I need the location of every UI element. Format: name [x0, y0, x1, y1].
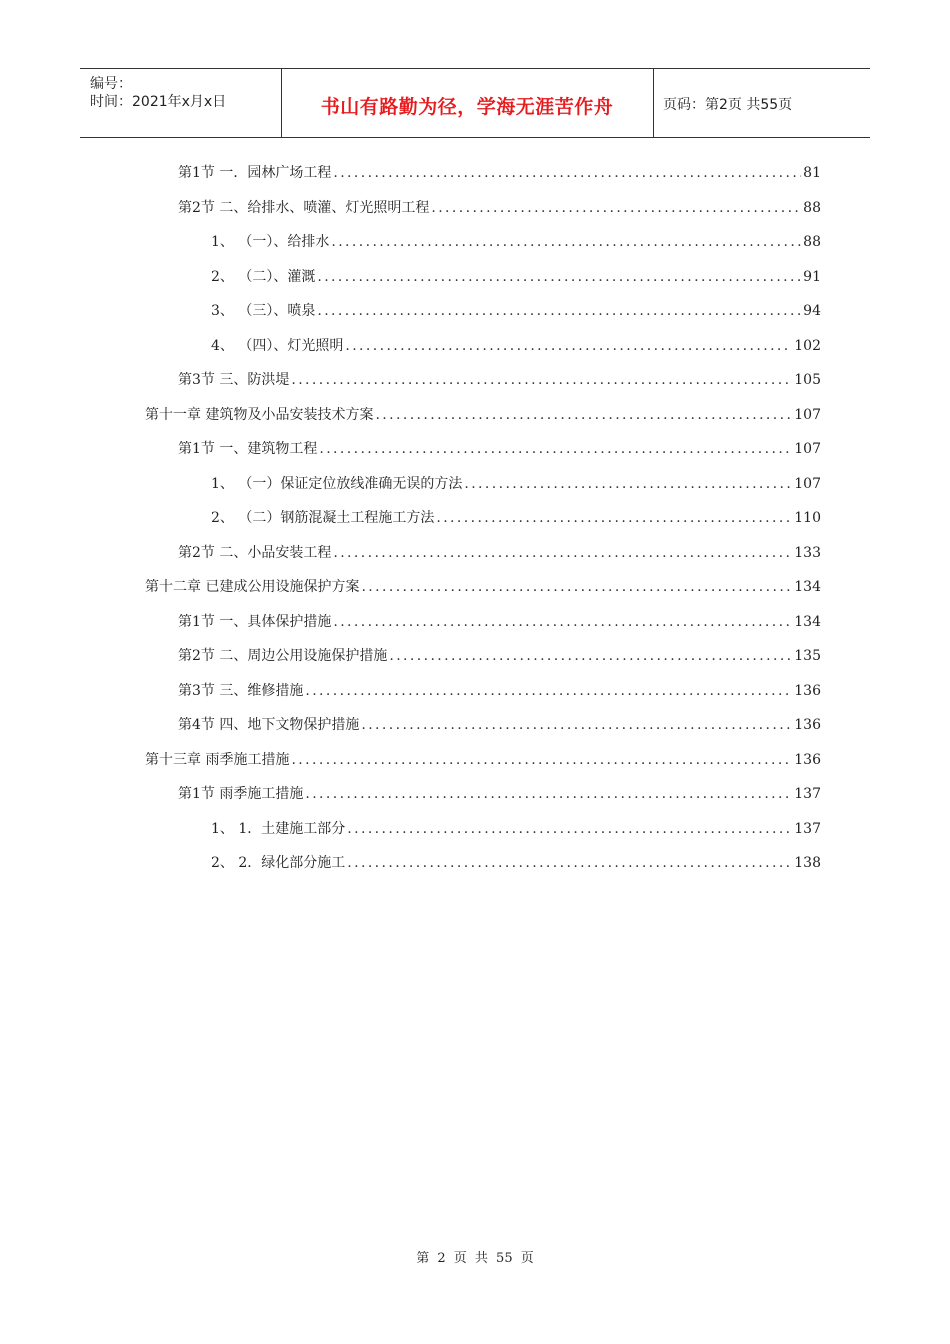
toc-entry-label: 第4节 四、地下文物保护措施: [178, 717, 360, 733]
toc-entry-label: 第2节 二、给排水、喷灌、灯光照明工程: [178, 200, 430, 216]
toc-entry-page: 137: [794, 786, 821, 802]
toc-subsection-entry[interactable]: [211, 300, 821, 320]
toc-leader-dots: [291, 372, 792, 388]
toc-entry-page: 107: [794, 476, 821, 492]
toc-entry-page: 135: [794, 648, 821, 664]
header-motto: 书山有路勤为径，学海无涯苦作舟: [320, 96, 614, 118]
toc-entry-page: 81: [803, 165, 821, 181]
toc-section-entry[interactable]: [178, 680, 821, 700]
toc-entry-page: 136: [794, 683, 821, 699]
toc-entry-label: 1、 （一）保证定位放线准确无误的方法: [211, 476, 463, 492]
toc-leader-dots: [305, 683, 792, 699]
toc-chapter-entry[interactable]: [145, 576, 821, 596]
toc-section-entry[interactable]: [178, 369, 821, 389]
toc-entry-page: 102: [794, 338, 821, 354]
toc-leader-dots: [291, 752, 792, 768]
toc-entry-page: 88: [803, 234, 821, 250]
toc-leader-dots: [317, 303, 801, 319]
toc-chapter-entry[interactable]: [145, 749, 821, 769]
toc-leader-dots: [361, 579, 792, 595]
toc-entry-page: 105: [794, 372, 821, 388]
toc-subsection-entry[interactable]: [211, 335, 821, 355]
toc-subsection-entry[interactable]: [211, 852, 821, 872]
toc-entry-label: 第3节 三、维修措施: [178, 683, 304, 699]
toc-entry-page: 136: [794, 717, 821, 733]
toc-entry-label: 1、 （一）、给排水: [211, 234, 330, 250]
toc-entry-label: 第1节 一、具体保护措施: [178, 614, 332, 630]
toc-entry-label: 第2节 二、周边公用设施保护措施: [178, 648, 388, 664]
toc-entry-label: 第1节 一．园林广场工程: [178, 165, 332, 181]
page-header: [80, 68, 870, 138]
toc-entry-label: 3、 （三）、喷泉: [211, 303, 316, 319]
toc-entry-page: 134: [794, 614, 821, 630]
document-date: 时间：2021年x月x日: [90, 94, 227, 110]
toc-entry-page: 88: [803, 200, 821, 216]
toc-leader-dots: [431, 200, 801, 216]
toc-section-entry[interactable]: [178, 611, 821, 631]
page-footer: 第 2 页 共 55 页: [416, 1251, 534, 1266]
toc-leader-dots: [436, 510, 792, 526]
toc-section-entry[interactable]: [178, 542, 821, 562]
toc-subsection-entry[interactable]: [211, 473, 821, 493]
toc-leader-dots: [333, 614, 792, 630]
toc-section-entry[interactable]: [178, 438, 821, 458]
toc-entry-page: 138: [794, 855, 821, 871]
toc-entry-page: 133: [794, 545, 821, 561]
toc-entry-page: 91: [803, 269, 821, 285]
toc-leader-dots: [361, 717, 792, 733]
toc-entry-label: 第1节 雨季施工措施: [178, 786, 304, 802]
header-motto-cell: [281, 69, 654, 137]
toc-leader-dots: [319, 441, 792, 457]
toc-leader-dots: [333, 545, 792, 561]
toc-entry-page: 136: [794, 752, 821, 768]
header-info-cell: [80, 69, 282, 137]
header-page-number: 页码：第2页 共55页: [663, 97, 793, 113]
toc-leader-dots: [347, 821, 792, 837]
toc-leader-dots: [347, 855, 792, 871]
toc-entry-label: 2、 （二）、灌溉: [211, 269, 316, 285]
toc-entry-label: 第3节 三、防洪堤: [178, 372, 290, 388]
toc-entry-label: 1、 1．土建施工部分: [211, 821, 346, 837]
toc-leader-dots: [317, 269, 801, 285]
toc-leader-dots: [464, 476, 792, 492]
toc-entry-label: 2、 （二）钢筋混凝土工程施工方法: [211, 510, 435, 526]
toc-entry-label: 第十三章 雨季施工措施: [145, 752, 290, 768]
toc-entry-label: 第十一章 建筑物及小品安装技术方案: [145, 407, 374, 423]
toc-leader-dots: [333, 165, 801, 181]
toc-section-entry[interactable]: [178, 197, 821, 217]
toc-chapter-entry[interactable]: [145, 404, 821, 424]
toc-entry-label: 第2节 二、小品安装工程: [178, 545, 332, 561]
toc-entry-page: 94: [803, 303, 821, 319]
toc-section-entry[interactable]: [178, 645, 821, 665]
toc-entry-page: 107: [794, 407, 821, 423]
toc-section-entry[interactable]: [178, 714, 821, 734]
toc-subsection-entry[interactable]: [211, 507, 821, 527]
toc-entry-page: 110: [794, 510, 821, 526]
document-code: 编号：: [90, 76, 132, 92]
toc-leader-dots: [389, 648, 792, 664]
toc-subsection-entry[interactable]: [211, 266, 821, 286]
toc-subsection-entry[interactable]: [211, 231, 821, 251]
toc-entry-label: 第十二章 已建成公用设施保护方案: [145, 579, 360, 595]
toc-leader-dots: [305, 786, 792, 802]
toc-subsection-entry[interactable]: [211, 818, 821, 838]
toc-entry-page: 134: [794, 579, 821, 595]
toc-section-entry[interactable]: [178, 162, 821, 182]
toc-leader-dots: [375, 407, 792, 423]
toc-leader-dots: [345, 338, 792, 354]
toc-entry-label: 第1节 一、建筑物工程: [178, 441, 318, 457]
toc-entry-page: 107: [794, 441, 821, 457]
toc-entry-page: 137: [794, 821, 821, 837]
toc-section-entry[interactable]: [178, 783, 821, 803]
toc-entry-label: 2、 2．绿化部分施工: [211, 855, 346, 871]
toc-entry-label: 4、 （四）、灯光照明: [211, 338, 344, 354]
header-page-cell: [653, 69, 870, 137]
toc-leader-dots: [331, 234, 801, 250]
